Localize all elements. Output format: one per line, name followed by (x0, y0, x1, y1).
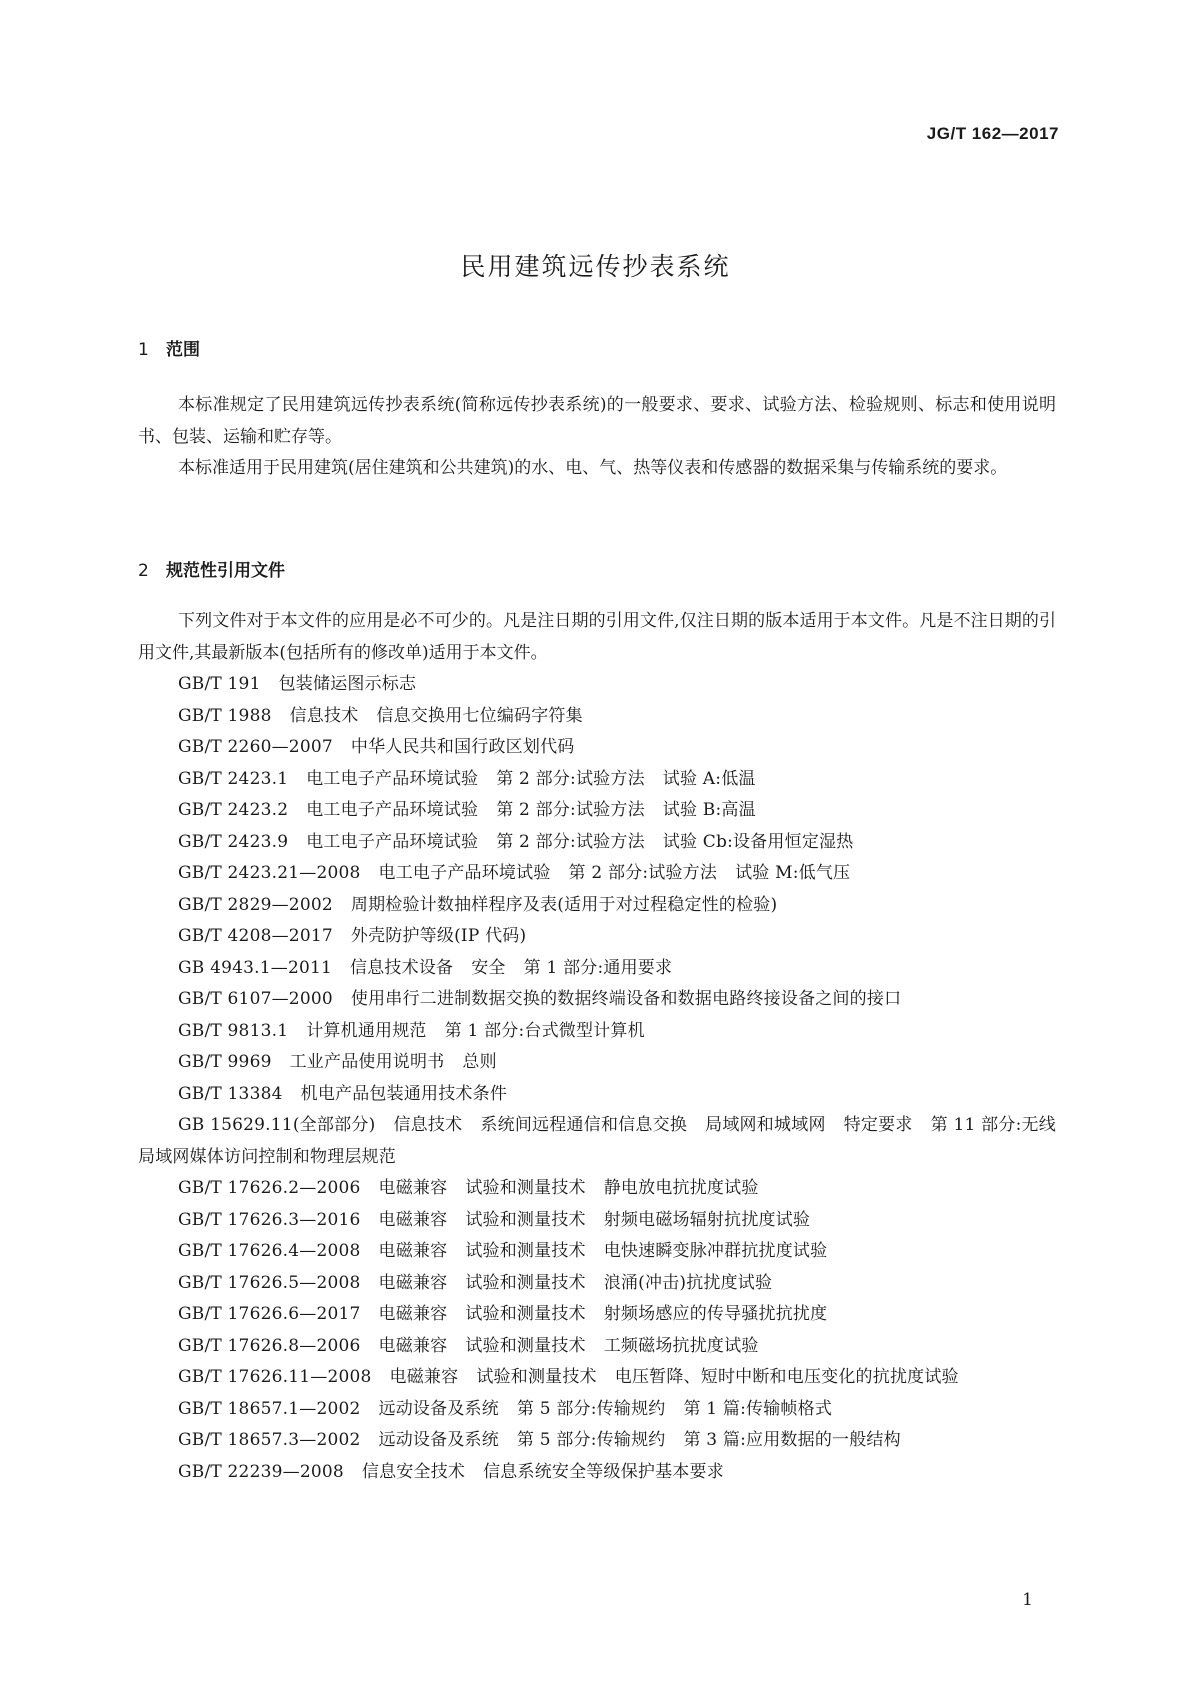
reference-title-part: 第 2 部分:试验方法 (496, 800, 645, 820)
reference-entry (138, 1268, 1056, 1300)
reference-title-part: 试验和测量技术 (465, 1272, 586, 1293)
reference-title-part: 工频磁场抗扰度试验 (603, 1335, 759, 1356)
reference-title-part: 电压暂降、短时中断和电压变化的抗扰度试验 (614, 1367, 959, 1387)
scope-paragraph-1: 本标准规定了民用建筑远传抄表系统(简称远传抄表系统)的一般要求、要求、试验方法、检验规则、标志和使用说明书、包装、运输和贮存等。 (138, 395, 1056, 447)
reference-title-part: 包装储运图示标志 (278, 674, 417, 694)
reference-code: GB/T 18657.1—2002 (178, 1398, 361, 1419)
reference-title-part: 信息系统安全等级保护基本要求 (483, 1461, 724, 1482)
reference-title-part: 电磁兼容 (389, 1367, 459, 1387)
reference-title-part: 试验 Cb:设备用恒定湿热 (662, 831, 854, 852)
reference-entry (138, 1236, 1056, 1268)
reference-title-part: 周期检验计数抽样程序及表(适用于对过程稳定性的检验) (350, 894, 778, 915)
reference-entry (138, 984, 1056, 1016)
reference-title-part: 第 2 部分:试验方法 (568, 863, 718, 883)
reference-code: GB/T 2423.1 (178, 768, 289, 789)
reference-title-part: 远动设备及系统 (378, 1398, 499, 1419)
section-2-number: 2 (138, 561, 149, 581)
reference-code: GB/T 9813.1 (178, 1020, 289, 1041)
reference-title-part: 试验 A:低温 (662, 768, 756, 789)
reference-entry (138, 669, 1056, 701)
reference-entry (138, 1173, 1056, 1205)
reference-title-part: 电磁兼容 (378, 1209, 448, 1230)
reference-code: GB/T 2423.9 (178, 831, 289, 852)
reference-title-part: 第 2 部分:试验方法 (496, 768, 645, 789)
reference-code: GB/T 2423.2 (178, 800, 289, 820)
section-1-number: 1 (138, 340, 149, 360)
reference-title-part: 电工电子产品环境试验 (306, 768, 479, 789)
reference-code: GB/T 17626.3—2016 (178, 1209, 361, 1230)
reference-code: GB/T 6107—2000 (178, 989, 333, 1009)
reference-title-part: 安全 (471, 957, 506, 978)
reference-code: GB/T 22239—2008 (178, 1461, 344, 1482)
reference-entry (138, 1047, 1056, 1079)
reference-title-part: 信息技术设备 (350, 957, 454, 978)
reference-title-part: 试验和测量技术 (465, 1178, 586, 1198)
page-number: 1 (1022, 1590, 1033, 1610)
reference-title-part: 机电产品包装通用技术条件 (300, 1083, 508, 1104)
reference-title-part: 第 5 部分:传输规约 (516, 1398, 666, 1419)
reference-code: GB/T 17626.5—2008 (178, 1272, 361, 1293)
reference-entry (138, 858, 1056, 890)
reference-title-part: 电磁兼容 (378, 1178, 448, 1198)
reference-code: GB 15629.11(全部部分) (178, 1115, 376, 1135)
reference-code: GB 4943.1—2011 (178, 957, 333, 978)
reference-code: GB/T 17626.8—2006 (178, 1335, 361, 1356)
reference-entry (138, 1110, 1056, 1173)
reference-title-part: 第 2 部分:试验方法 (496, 831, 645, 852)
reference-entry (138, 921, 1056, 953)
reference-entry (138, 1079, 1056, 1111)
reference-code: GB/T 2423.21—2008 (178, 863, 361, 883)
reference-title-part: 外壳防护等级(IP 代码) (350, 926, 527, 946)
reference-code: GB/T 18657.3—2002 (178, 1430, 361, 1450)
reference-title-part: 静电放电抗扰度试验 (603, 1178, 759, 1198)
reference-title-part: 试验和测量技术 (476, 1367, 597, 1387)
reference-entry (138, 1299, 1056, 1331)
reference-title-part: 电磁兼容 (378, 1241, 448, 1261)
reference-title-part: 试验 M:低气压 (735, 863, 851, 883)
reference-code: GB/T 17626.11—2008 (178, 1367, 372, 1387)
reference-code: GB/T 17626.2—2006 (178, 1178, 361, 1198)
reference-title-part: 试验和测量技术 (465, 1335, 586, 1356)
reference-entry (138, 827, 1056, 859)
section-1-heading (138, 335, 200, 360)
reference-title-part: 第 3 篇:应用数据的一般结构 (683, 1430, 901, 1450)
reference-title-part: 电磁兼容 (378, 1335, 448, 1356)
reference-title-part: 第 5 部分:传输规约 (516, 1430, 666, 1450)
reference-title-part: 计算机通用规范 (306, 1020, 427, 1041)
reference-entry (138, 1457, 1056, 1489)
reference-title-part: 工业产品使用说明书 (289, 1052, 445, 1072)
standard-code-header: JG/T 162—2017 (926, 124, 1059, 143)
reference-entry (138, 732, 1056, 764)
section-1-title: 范围 (166, 340, 200, 360)
reference-code: GB/T 4208—2017 (178, 926, 333, 946)
reference-title-part: 特定要求 (843, 1115, 913, 1135)
reference-entry (138, 764, 1056, 796)
reference-code: GB/T 191 (178, 674, 261, 694)
normative-references-list (138, 669, 1056, 1488)
reference-entry (138, 1362, 1056, 1394)
reference-title-part: 第 1 部分:通用要求 (523, 957, 673, 978)
reference-title-part: 试验 B:高温 (662, 800, 756, 820)
reference-title-part: 总则 (462, 1052, 497, 1072)
section-2-title: 规范性引用文件 (166, 561, 285, 581)
reference-title-part: 电磁兼容 (378, 1304, 448, 1324)
reference-entry (138, 795, 1056, 827)
reference-title-part: 电快速瞬变脉冲群抗扰度试验 (603, 1241, 828, 1261)
reference-title-part: 局域网和城域网 (705, 1115, 826, 1135)
section-1-body (138, 390, 1056, 485)
scope-paragraph-2: 本标准适用于民用建筑(居住建筑和公共建筑)的水、电、气、热等仪表和传感器的数据采集与传输系统的要求。 (178, 458, 1008, 478)
reference-title-part: 电磁兼容 (378, 1272, 448, 1293)
reference-title-part: 信息技术 (289, 705, 359, 726)
reference-title-part: 试验和测量技术 (465, 1241, 586, 1261)
reference-title-part: 射频场感应的传导骚扰抗扰度 (603, 1304, 828, 1324)
reference-title-part: 信息技术 (393, 1115, 463, 1135)
reference-title-part: 远动设备及系统 (378, 1430, 499, 1450)
reference-title-part: 电工电子产品环境试验 (306, 800, 479, 820)
reference-code: GB/T 1988 (178, 705, 272, 726)
reference-title-part: 试验和测量技术 (465, 1304, 586, 1324)
reference-title-part: 第 11 部分:无线局域网媒体访问控制和物理层规范 (138, 1115, 1056, 1167)
reference-title-part: 射频电磁场辐射抗扰度试验 (603, 1209, 811, 1230)
reference-code: GB/T 2829—2002 (178, 894, 333, 915)
reference-entry (138, 1331, 1056, 1363)
reference-title-part: 电工电子产品环境试验 (378, 863, 551, 883)
reference-code: GB/T 17626.4—2008 (178, 1241, 361, 1261)
reference-entry (138, 953, 1056, 985)
reference-title-part: 电工电子产品环境试验 (306, 831, 479, 852)
section-2-heading (138, 556, 285, 581)
reference-entry (138, 1425, 1056, 1457)
reference-title-part: 信息安全技术 (361, 1461, 466, 1482)
reference-code: GB/T 17626.6—2017 (178, 1304, 361, 1324)
document-title: 民用建筑远传抄表系统 (460, 251, 731, 281)
reference-entry (138, 1205, 1056, 1237)
reference-title-part: 中华人民共和国行政区划代码 (350, 737, 575, 757)
reference-title-part: 试验和测量技术 (465, 1209, 586, 1230)
references-intro-paragraph: 下列文件对于本文件的应用是必不可少的。凡是注日期的引用文件,仅注日期的版本适用于本文件。凡是不注日期的引用文件,其最新版本(包括所有的修改单)适用于本文件。 (138, 611, 1056, 663)
reference-title-part: 信息交换用七位编码字符集 (376, 705, 583, 726)
reference-title-part: 第 1 篇:传输帧格式 (683, 1398, 833, 1419)
reference-code: GB/T 2260—2007 (178, 737, 333, 757)
reference-title-part: 系统间远程通信和信息交换 (480, 1115, 688, 1135)
section-2-intro (138, 606, 1056, 669)
reference-entry (138, 1016, 1056, 1048)
reference-title-part: 浪涌(冲击)抗扰度试验 (603, 1272, 773, 1293)
reference-entry (138, 890, 1056, 922)
reference-title-part: 使用串行二进制数据交换的数据终端设备和数据电路终接设备之间的接口 (350, 989, 902, 1009)
reference-code: GB/T 9969 (178, 1052, 272, 1072)
reference-code: GB/T 13384 (178, 1083, 283, 1104)
reference-entry (138, 1394, 1056, 1426)
reference-title-part: 第 1 部分:台式微型计算机 (444, 1020, 645, 1041)
reference-entry (138, 701, 1056, 733)
